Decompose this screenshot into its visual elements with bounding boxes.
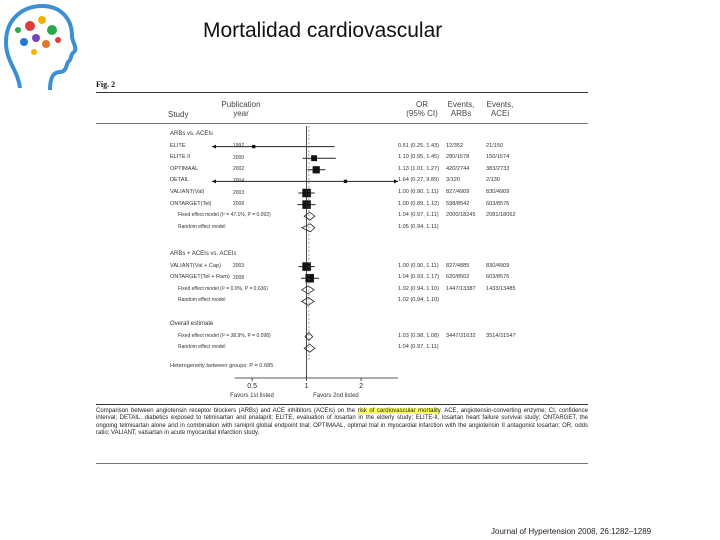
point-estimate-square [313,166,320,173]
cell-study: Random effect model [178,344,226,351]
journal-citation: Journal of Hypertension 2008, 26:1282–1289 [491,527,652,536]
point-estimate-square [252,145,255,148]
x-tick-label: 1 [304,383,309,390]
cell-ev_ace: 383/2733 [486,165,510,172]
cell-study: Fixed effect model (I² = 47.1%, P = 0.092) [178,212,271,219]
col-or-header-line2: (95% CI) [406,109,438,118]
cell-ev_ace: 830/4909 [486,189,510,195]
cell-ev_arb: 827/4885 [446,262,470,269]
cell-year: 2003 [233,189,245,196]
pooled-estimate-diamond [304,212,315,220]
ci-arrow-left [212,179,216,183]
ci-arrow-right [394,179,398,183]
cell-study: DETAIL [170,177,190,184]
pooled-estimate-diamond [302,224,315,232]
point-estimate-square [311,155,317,161]
slide-title: Mortalidad cardiovascular [203,19,443,42]
col-year-header-line1: Publication [221,100,261,109]
cell-ev_ace: 830/4909 [486,262,510,269]
favors-left-label: Favors 1st listed [230,393,274,399]
cell-study: ONTARGET(Tel) [170,200,212,207]
cell-ev_ace: 603/8576 [486,274,510,281]
cell-year: 1997 [233,143,245,150]
cell-study: Fixed effect model (I² = 38.9%, P = 0.098) [178,332,271,339]
col-study-header: Study [168,110,189,119]
cell-or_text: 1.02 (0.94, 1.10) [398,297,440,304]
cell-or_text: 1.00 (0.90, 1.11) [398,262,439,269]
point-estimate-square [344,180,347,183]
caption-after: . ACE, angiotensin-converting enzyme; CI, confidence interval; DETAIL, diabetics exposed to telmisartan and enalapril; ELITE, evaluation of losartan in the elderly study; ELITE-II, losartan heart failure survival study; ONTARGET, the ongoing telmisartan alone and in combination with ramipril global endpoint trial; OPTIMAAL, optimal trial in myocardial infarction with the angiotensin II antagonist losartan; OR, odds ratio; VALIANT, valsartan in acute myocardial infarction study. [96,408,588,436]
col-year-header-line2: year [233,109,249,118]
cell-ev_arb: 3447/31632 [446,332,476,339]
cell-ev_arb: 827/4909 [446,189,470,195]
cell-study: ELITE [170,142,186,149]
cell-ev_ace: 150/1574 [486,154,510,161]
caption-before: Comparison between angiotensin receptor blockers (ARBs) and ACE inhibitors (ACEIs) on the [96,408,358,414]
heterogeneity-text: Heterogeneity between groups: P = 0.685 [170,363,274,369]
cell-ev_arb: 12/352 [446,142,464,149]
cell-or_text: 1.04 (0.93, 1.17) [398,274,440,281]
group-heading: ARBs vs. ACEIs [170,131,214,137]
caption-bottom-rule [96,463,588,464]
col-events-acei-line2: ACEi [490,109,510,118]
cell-or_text: 1.13 (1.01, 1.27) [398,165,440,172]
cell-year: 2008 [233,274,245,281]
cell-year: 2003 [233,263,245,270]
cell-study: Random effect model [178,297,226,304]
col-events-arbs-line1: Events, [447,100,475,109]
cell-ev_ace: 2/130 [486,177,500,184]
cell-year: 2002 [233,166,245,173]
group-heading: Overall estimate [170,321,214,327]
figure-label: Fig. 2 [96,80,116,89]
pooled-estimate-diamond [302,297,314,305]
cell-study: VALIANT(Val + Cap) [170,262,221,269]
cell-study: VALIANT(Val) [170,189,205,195]
figure-caption [96,408,588,437]
cell-or_text: 1.05 (0.94, 1.11) [398,223,439,230]
favors-right-label: Favors 2nd listed [313,393,359,399]
pooled-estimate-diamond [302,286,314,294]
cell-ev_arb: 420/2744 [446,165,470,172]
cell-ev_ace: 603/8576 [486,200,510,207]
cell-ev_arb: 2000/18245 [446,212,476,219]
cell-ev_ace: 3514/31547 [486,332,516,339]
cell-year: 2004 [233,177,245,184]
cell-or_text: 1.00 (0.90, 1.11) [398,189,439,195]
cell-study: Random effect model [178,223,226,230]
cell-ev_arb: 3/120 [446,177,460,184]
cell-year: 2000 [233,154,245,161]
cell-study: ONTARGET(Tel + Ram) [170,274,230,281]
pooled-estimate-diamond [304,344,315,352]
cell-ev_ace: 1433/13485 [486,285,516,292]
cell-ev_arb: 280/1578 [446,154,470,161]
cell-study: OPTIMAAL [170,165,199,172]
col-or-header-line1: OR [416,100,428,109]
col-events-arbs-line2: ARBs [450,109,472,118]
cell-study: ELITE II [170,154,191,161]
cell-or_text: 1.00 (0.89, 1.12) [398,200,440,207]
caption-highlight: risk of cardiovascular mortality [357,408,441,414]
cell-ev_ace: 21/150 [486,142,504,149]
cell-ev_ace: 2081/18062 [486,212,516,219]
table-bottom-rule [96,404,588,405]
x-tick-label: 2 [359,383,364,390]
cell-year: 2008 [233,201,245,208]
cell-or_text: 1.04 (0.97, 1.11) [398,212,439,219]
cell-ev_arb: 598/8542 [446,200,470,207]
group-heading: ARBs + ACEIs vs. ACEIs [170,251,237,257]
x-tick-label: 0.5 [247,383,258,390]
cell-or_text: 1.04 (0.97, 1.11) [398,344,439,351]
cell-or_text: 1.10 (0.95, 1.45) [398,154,440,161]
cell-or_text: 1.03 (0.98, 1.08) [398,332,440,339]
col-events-acei-line1: Events, [486,100,514,109]
cell-ev_arb: 1447/13387 [446,285,476,292]
cell-ev_arb: 620/8502 [446,274,470,281]
cell-or_text: 0.51 (0.25, 1.43) [398,142,440,149]
cell-or_text: 1.64 (0.27, 9.89) [398,177,440,184]
ci-arrow-left [212,145,216,149]
cell-or_text: 1.02 (0.94, 1.10) [398,285,440,292]
cell-study: Fixed effect model (I² = 0.0%, P = 0.636) [178,285,268,292]
